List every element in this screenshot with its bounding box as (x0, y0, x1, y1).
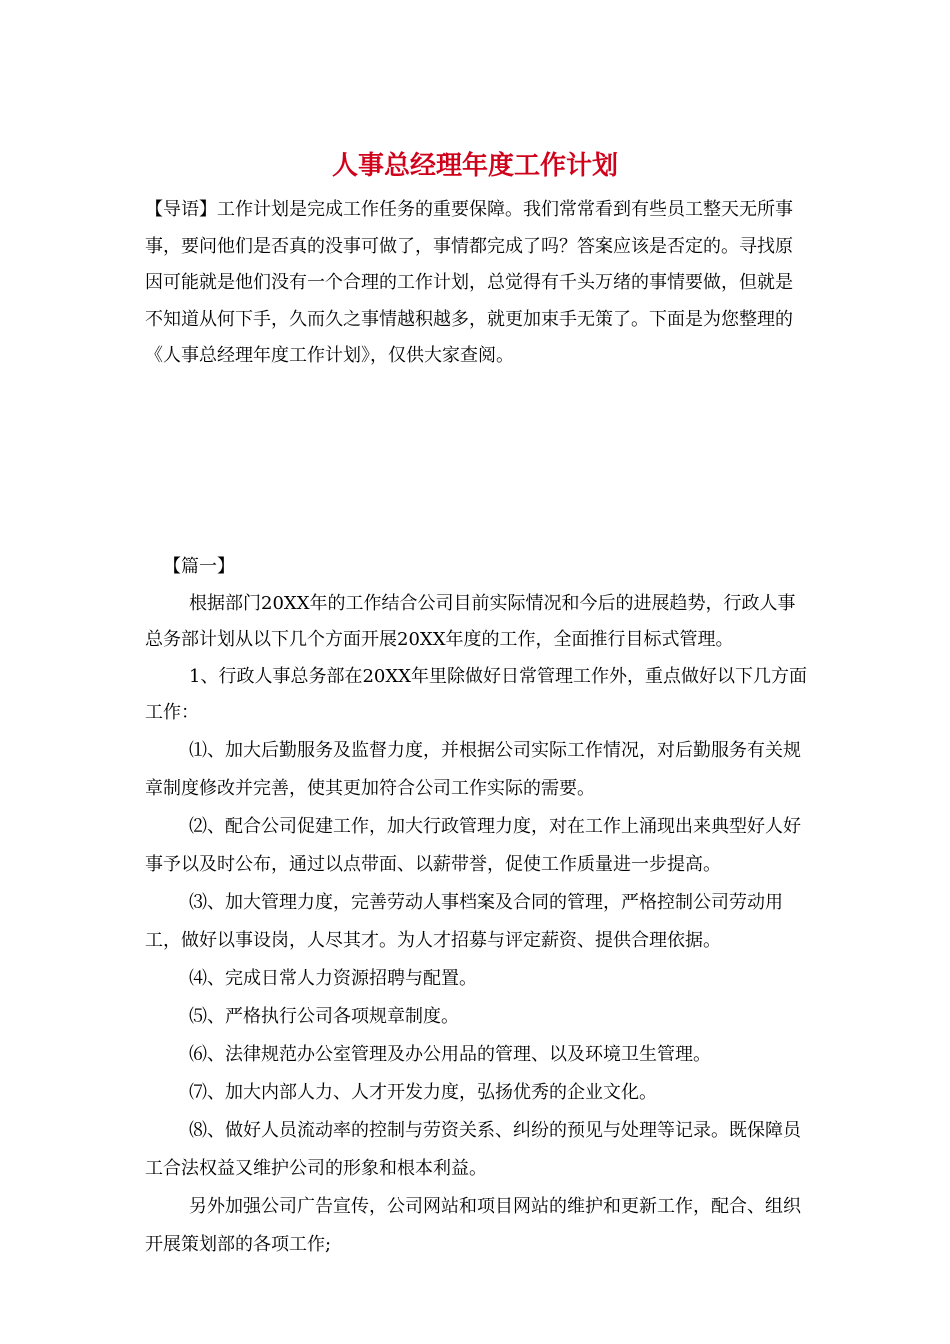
body-paragraph: 另外加强公司广告宣传，公司网站和项目网站的维护和更新工作，配合、组织开展策划部的各项工作; (145, 1195, 801, 1255)
body-paragraph: 根据部门20XX年的工作结合公司目前实际情况和今后的进展趋势，行政人事总务部计划从以下几个方面开展20XX年度的工作，全面推行目标式管理。 (145, 592, 796, 650)
section-label: 【篇一】 (163, 556, 235, 577)
body-paragraph: ⑺、加大内部人力、人才开发力度，弘扬优秀的企业文化。 (189, 1081, 657, 1103)
body-paragraph: ⑴、加大后勤服务及监督力度，并根据公司实际工作情况，对后勤服务有关规章制度修改并完善，使其更加符合公司工作实际的需要。 (145, 739, 801, 799)
body-paragraph: ⑸、严格执行公司各项规章制度。 (189, 1005, 459, 1027)
body-paragraph: ⑻、做好人员流动率的控制与劳资关系、纠纷的预见与处理等记录。既保障员工合法权益又维护公司的形象和根本利益。 (145, 1119, 801, 1179)
intro-paragraph: 【导语】工作计划是完成工作任务的重要保障。我们常常看到有些员工整天无所事事，要问他们是否真的没事可做了，事情都完成了吗？答案应该是否定的。寻找原因可能就是他们没有一个合理的工作计划，总觉得有千头万绪的事情要做，但就是不知道从何下手，久而久之事情越积越多，就更加束手无策了。下面是为您整理的《人事总经理年度工作计划》，仅供大家查阅。 (145, 199, 793, 366)
body-paragraph: ⑵、配合公司促建工作，加大行政管理力度，对在工作上涌现出来典型好人好事予以及时公布，通过以点带面、以薪带誉，促使工作质量进一步提高。 (145, 815, 801, 875)
document-title: 人事总经理年度工作计划 (331, 151, 618, 181)
document-body (145, 549, 810, 1264)
body-paragraph: ⑶、加大管理力度，完善劳动人事档案及合同的管理，严格控制公司劳动用工，做好以事设岗，人尽其才。为人才招募与评定薪资、提供合理依据。 (145, 891, 783, 951)
body-paragraph: ⑹、法律规范办公室管理及办公用品的管理、以及环境卫生管理。 (189, 1043, 711, 1065)
body-paragraph: ⑷、完成日常人力资源招聘与配置。 (189, 967, 477, 989)
body-paragraph: 1、行政人事总务部在20XX年里除做好日常管理工作外，重点做好以下几方面工作： (145, 665, 807, 723)
